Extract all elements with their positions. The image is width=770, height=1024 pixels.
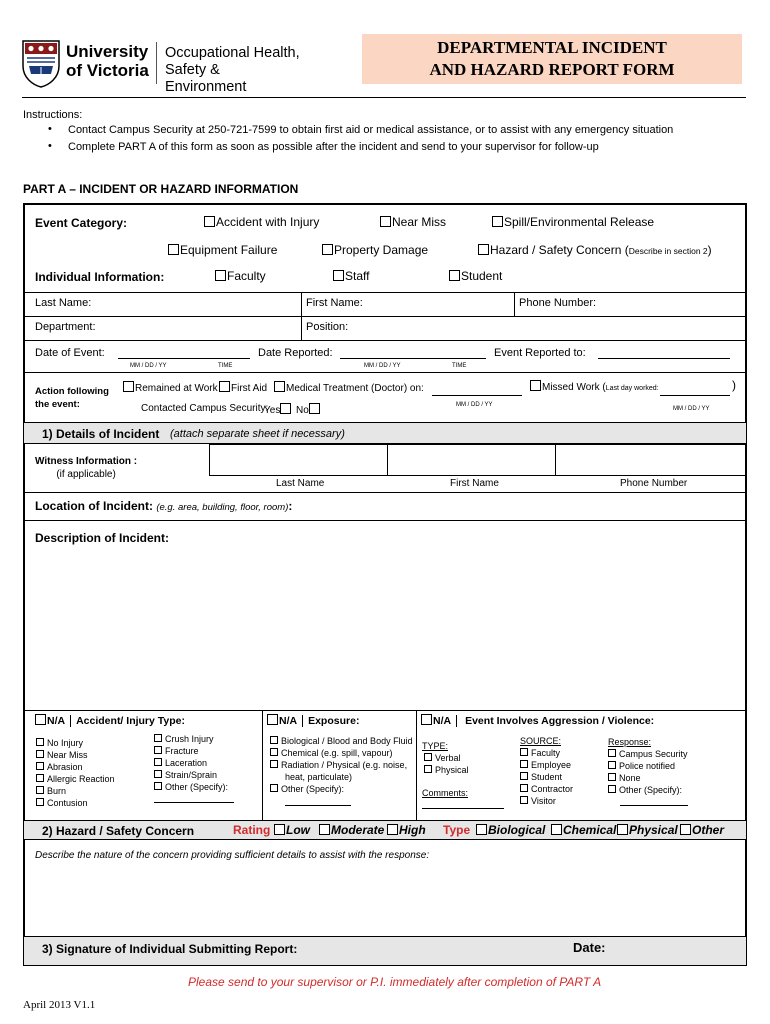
aggression-response-label: Response:: [608, 737, 652, 747]
exposure-other-input[interactable]: [285, 805, 351, 806]
date-reported-input[interactable]: [340, 358, 486, 359]
description-input[interactable]: [30, 548, 740, 708]
list-item[interactable]: Near Miss: [36, 749, 115, 761]
section1-title: 1) Details of Incident: [42, 427, 160, 441]
list-item[interactable]: Other (Specify):: [154, 781, 228, 793]
checkbox[interactable]: [219, 381, 230, 392]
event-near-miss-option[interactable]: Near Miss: [380, 215, 446, 229]
event-spill-option[interactable]: Spill/Environmental Release: [492, 215, 654, 229]
action-label-line1: Action following: [35, 386, 109, 397]
bullet-icon: •: [48, 140, 52, 152]
date-of-event-label: Date of Event:: [35, 347, 105, 359]
checkbox[interactable]: [215, 270, 226, 281]
aggression-response-list: [608, 748, 688, 796]
event-category-label: Event Category:: [35, 216, 128, 230]
aggression-source-label: SOURCE:: [520, 736, 562, 746]
response-other-input[interactable]: [620, 805, 688, 806]
list-item[interactable]: None: [608, 772, 688, 784]
individual-staff-option[interactable]: Staff: [333, 269, 369, 283]
checkbox[interactable]: [168, 244, 179, 255]
list-item[interactable]: Laceration: [154, 757, 228, 769]
type-chemical-option[interactable]: Chemical: [551, 823, 616, 837]
checkbox[interactable]: [476, 824, 487, 835]
aggression-type-label: TYPE:: [422, 741, 449, 751]
checkbox[interactable]: [274, 381, 285, 392]
type-physical-option[interactable]: Physical: [617, 823, 678, 837]
list-item[interactable]: No Injury: [36, 737, 115, 749]
university-name-line1: University: [66, 42, 149, 61]
list-item[interactable]: Crush Injury: [154, 733, 228, 745]
checkbox[interactable]: [421, 714, 432, 725]
injury-list-col2: [154, 733, 228, 793]
position-field[interactable]: Position:: [306, 321, 349, 333]
type-other-option[interactable]: Other: [680, 823, 724, 837]
version-label: April 2013 V1.1: [23, 999, 96, 1011]
list-item[interactable]: Visitor: [520, 795, 573, 807]
injury-other-input[interactable]: [154, 802, 234, 803]
rating-moderate-option[interactable]: Moderate: [319, 823, 384, 837]
checkbox[interactable]: [267, 714, 278, 725]
checkbox[interactable]: [680, 824, 691, 835]
aggression-comments-input[interactable]: [422, 808, 504, 809]
list-item[interactable]: Other (Specify):: [270, 783, 413, 795]
list-item: heat, particulate): [285, 772, 353, 782]
type-label: Type: [443, 823, 471, 837]
event-equipment-option[interactable]: Equipment Failure: [168, 243, 277, 257]
event-reported-to-input[interactable]: [598, 358, 730, 359]
checkbox[interactable]: [380, 216, 391, 227]
hazard-describe-label: Describe the nature of the concern providing sufficient details to assist with the response:: [35, 850, 430, 861]
checkbox[interactable]: [322, 244, 333, 255]
crest-icon: [22, 40, 60, 88]
event-property-option[interactable]: Property Damage: [322, 243, 428, 257]
instruction-item: Contact Campus Security at 250-721-7599 to obtain first aid or medical assistance, or to assist with any emergency situation: [68, 124, 674, 136]
col-first-name: First Name: [450, 478, 499, 489]
checkbox[interactable]: [204, 216, 215, 227]
rating-low-option[interactable]: Low: [274, 823, 310, 837]
first-name-field[interactable]: First Name:: [306, 297, 363, 309]
description-label: Description of Incident:: [35, 531, 170, 545]
exposure-list: [270, 735, 413, 795]
event-hazard-option[interactable]: Hazard / Safety Concern (Describe in section 2): [478, 243, 712, 257]
security-no-option[interactable]: No: [296, 403, 321, 416]
instruction-item: Complete PART A of this form as soon as possible after the incident and send to your supervisor for follow-up: [68, 141, 599, 153]
witness-label-line1: Witness Information :: [35, 456, 138, 467]
event-reported-to-label: Event Reported to:: [494, 347, 586, 359]
list-item[interactable]: Radiation / Physical (e.g. noise,: [270, 759, 413, 771]
phone-field[interactable]: Phone Number:: [519, 297, 597, 309]
checkbox[interactable]: [319, 824, 330, 835]
department-name-line2: Safety & Environment: [165, 62, 247, 95]
contacted-security-label: Contacted Campus Security:: [141, 403, 269, 414]
bullet-icon: •: [48, 123, 52, 135]
col-last-name: Last Name: [276, 478, 325, 489]
action-first-aid-option[interactable]: First Aid: [219, 381, 267, 394]
list-item[interactable]: Fracture: [154, 745, 228, 757]
list-item[interactable]: Abrasion: [36, 761, 115, 773]
list-item[interactable]: Burn: [36, 785, 115, 797]
list-item[interactable]: Physical: [424, 764, 469, 776]
individual-info-label: Individual Information:: [35, 270, 165, 284]
aggression-comments-label: Comments:: [422, 788, 469, 798]
action-label-line2: the event:: [35, 399, 80, 410]
witness-last-name-input[interactable]: [209, 444, 388, 476]
checkbox[interactable]: [551, 824, 562, 835]
location-field[interactable]: Location of Incident: (e.g. area, building, floor, room):: [35, 499, 293, 513]
list-item[interactable]: Biological / Blood and Body Fluid: [270, 735, 413, 747]
exposure-header: N/A Exposure:: [267, 714, 359, 727]
list-item[interactable]: Contractor: [520, 783, 573, 795]
list-item[interactable]: Student: [520, 771, 573, 783]
injury-list-col1: [36, 737, 115, 809]
checkbox[interactable]: [123, 381, 134, 392]
list-item[interactable]: Strain/Sprain: [154, 769, 228, 781]
checkbox[interactable]: [333, 270, 344, 281]
checkbox[interactable]: [280, 403, 291, 414]
form-title-box: [362, 34, 742, 84]
individual-student-option[interactable]: Student: [449, 269, 502, 283]
checkbox[interactable]: [449, 270, 460, 281]
list-item[interactable]: Other (Specify):: [608, 784, 688, 796]
action-remained-option[interactable]: Remained at Work: [123, 381, 218, 394]
security-yes-option[interactable]: Yes: [264, 403, 292, 416]
checkbox[interactable]: [309, 403, 320, 414]
event-accident-option[interactable]: Accident with Injury: [204, 215, 319, 229]
section2-title: 2) Hazard / Safety Concern: [42, 824, 195, 838]
list-item[interactable]: Faculty: [520, 747, 573, 759]
aggression-header: N/A Event Involves Aggression / Violence:: [421, 714, 654, 727]
footer-notice: Please send to your supervisor or P.I. immediately after completion of PART A: [188, 975, 602, 989]
list-item[interactable]: Allergic Reaction: [36, 773, 115, 785]
checkbox[interactable]: [387, 824, 398, 835]
list-item[interactable]: Employee: [520, 759, 573, 771]
department-field[interactable]: Department:: [35, 321, 96, 333]
injury-header: N/A Accident/ Injury Type:: [35, 714, 185, 727]
list-item[interactable]: Verbal: [424, 752, 469, 764]
instructions-label: Instructions:: [23, 109, 83, 121]
hazard-describe-input[interactable]: [30, 864, 740, 934]
witness-first-name-input[interactable]: [388, 444, 556, 476]
witness-phone-input[interactable]: [556, 444, 746, 476]
department-name-line1: Occupational Health,: [165, 45, 300, 61]
checkbox[interactable]: [617, 824, 628, 835]
rating-high-option[interactable]: High: [387, 823, 426, 837]
list-item[interactable]: Campus Security: [608, 748, 688, 760]
list-item[interactable]: Chemical (e.g. spill, vapour): [270, 747, 413, 759]
date-of-event-input[interactable]: [118, 358, 250, 359]
aggression-type-list: [424, 752, 469, 776]
action-medical-option[interactable]: Medical Treatment (Doctor) on:: [274, 381, 424, 394]
action-missed-work-option[interactable]: Missed Work (Last day worked:: [530, 380, 659, 393]
section1-note: (attach separate sheet if necessary): [170, 428, 345, 440]
list-item[interactable]: Police notified: [608, 760, 688, 772]
list-item[interactable]: Contusion: [36, 797, 115, 809]
witness-label-line2: (if applicable): [56, 469, 116, 480]
checkbox[interactable]: [530, 380, 541, 391]
university-logo: [22, 40, 302, 95]
aggression-source-list: [520, 747, 573, 807]
part-a-title: PART A – INCIDENT OR HAZARD INFORMATION: [23, 182, 299, 196]
university-name-line2: of Victoria: [66, 61, 149, 80]
checkbox[interactable]: [35, 714, 46, 725]
form-title-line2: AND HAZARD REPORT FORM: [429, 60, 675, 79]
checkbox[interactable]: [492, 216, 503, 227]
type-biological-option[interactable]: Biological: [476, 823, 545, 837]
form-title-line1: DEPARTMENTAL INCIDENT: [437, 38, 667, 57]
col-phone-number: Phone Number: [620, 478, 688, 489]
medical-date-input[interactable]: [432, 395, 522, 396]
signature-label: 3) Signature of Individual Submitting Report:: [42, 942, 298, 956]
rating-label: Rating: [233, 823, 271, 837]
last-day-worked-input[interactable]: [660, 395, 730, 396]
individual-faculty-option[interactable]: Faculty: [215, 269, 266, 283]
checkbox[interactable]: [274, 824, 285, 835]
date-reported-label: Date Reported:: [258, 347, 333, 359]
checkbox[interactable]: [478, 244, 489, 255]
last-name-field[interactable]: Last Name:: [35, 297, 92, 309]
date-label: Date:: [573, 940, 606, 955]
